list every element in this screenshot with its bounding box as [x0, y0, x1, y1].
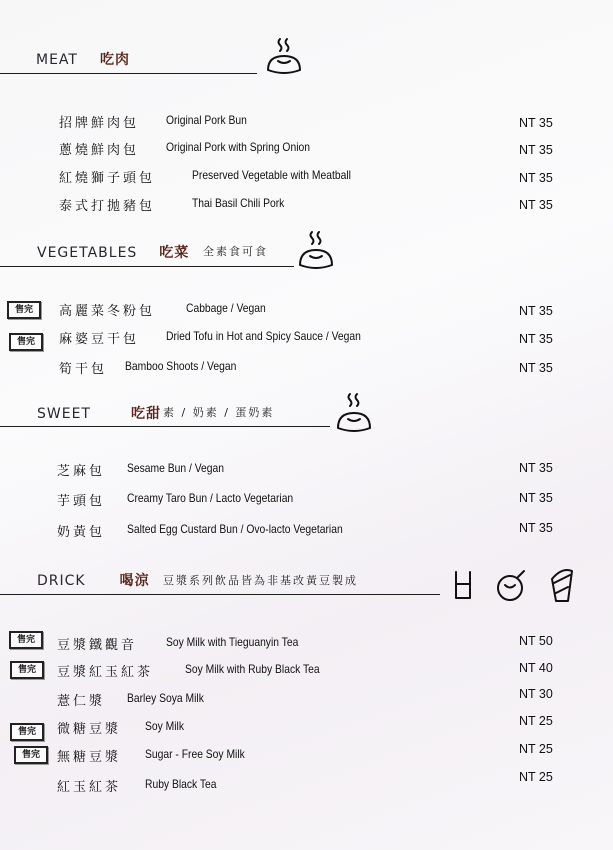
menu-item [0, 521, 613, 541]
item-price: NT 35 [519, 461, 553, 475]
steamed-bun-icon [264, 36, 304, 80]
item-name-zh: 無糖豆漿 [57, 750, 122, 765]
menu-item [0, 742, 613, 766]
item-price: NT 35 [519, 491, 553, 505]
cup-icon [452, 570, 478, 604]
item-name-en: Sesame Bun / Vegan [127, 461, 224, 475]
item-price: NT 35 [519, 361, 553, 375]
item-price: NT 35 [519, 116, 553, 130]
item-name-zh: 高麗菜冬粉包 [59, 304, 156, 319]
item-name-zh: 紅玉紅茶 [57, 780, 122, 795]
drink-bottle-icon [548, 567, 576, 605]
section-note: 素 / 奶素 / 蛋奶素 [163, 406, 275, 419]
section-title-zh: 吃肉 [99, 52, 130, 68]
menu-item [0, 770, 613, 796]
item-price: NT 35 [519, 198, 553, 212]
section-divider [0, 426, 330, 427]
sold-out-badge: 售完 [7, 301, 41, 319]
item-name-en: Preserved Vegetable with Meatball [192, 168, 351, 182]
section-divider [0, 266, 294, 267]
item-name-zh: 招牌鮮肉包 [59, 116, 140, 131]
item-name-zh: 芝麻包 [57, 464, 106, 479]
sold-out-badge: 售完 [14, 746, 48, 764]
item-name-zh: 豆漿鐵觀音 [57, 638, 138, 653]
item-price: NT 35 [519, 171, 553, 185]
item-price: NT 30 [519, 687, 553, 701]
section-title-en: MEAT [36, 52, 78, 68]
menu-item [0, 195, 613, 215]
item-name-en: Dried Tofu in Hot and Spicy Sauce / Vegan [166, 329, 361, 343]
item-name-zh: 紅燒獅子頭包 [59, 171, 156, 186]
item-name-en: Soy Milk with Tieguanyin Tea [166, 635, 299, 649]
bowl-icon [494, 568, 530, 604]
item-name-en: Creamy Taro Bun / Lacto Vegetarian [127, 491, 294, 505]
item-name-zh: 芋頭包 [57, 494, 106, 509]
sold-out-badge: 售完 [9, 333, 43, 351]
item-name-en: Original Pork Bun [166, 113, 247, 127]
item-name-en: Thai Basil Chili Pork [192, 196, 285, 210]
section-title-en: SWEET [37, 406, 91, 422]
item-price: NT 35 [519, 521, 553, 535]
item-name-en: Barley Soya Milk [127, 691, 204, 705]
item-name-en: Ruby Black Tea [145, 777, 217, 791]
item-price: NT 25 [519, 714, 553, 728]
menu-item [0, 687, 613, 710]
section-title-zh: 吃菜 [159, 245, 190, 261]
menu-item [0, 634, 613, 654]
item-price: NT 40 [519, 661, 553, 675]
section-divider [0, 73, 257, 74]
menu-item [0, 490, 613, 510]
menu-item [0, 460, 613, 480]
section-title-drink [37, 570, 150, 590]
item-price: NT 25 [519, 770, 553, 784]
item-name-zh: 薏仁漿 [57, 694, 106, 709]
section-note: 豆漿系列飲品皆為非基改黃豆製成 [163, 574, 358, 587]
menu-item [0, 167, 613, 187]
item-name-zh: 微糖豆漿 [57, 722, 122, 737]
steamed-bun-icon [296, 229, 336, 275]
menu-item [0, 112, 613, 132]
item-name-en: Soy Milk [145, 719, 184, 733]
item-name-zh: 筍干包 [59, 362, 108, 377]
item-name-zh: 奶黃包 [57, 525, 106, 540]
item-price: NT 50 [519, 634, 553, 648]
item-price: NT 35 [519, 143, 553, 157]
sold-out-badge: 售完 [9, 631, 43, 649]
item-price: NT 35 [519, 332, 553, 346]
menu-item [0, 139, 613, 159]
item-name-en: Cabbage / Vegan [186, 301, 266, 315]
menu-item [0, 328, 613, 348]
sold-out-badge: 售完 [10, 661, 44, 679]
item-name-zh: 麻婆豆干包 [59, 332, 140, 347]
item-name-en: Sugar - Free Soy Milk [145, 747, 245, 761]
section-title-en: DRICK [37, 573, 86, 589]
section-title-en: VEGETABLES [37, 245, 138, 261]
steamed-bun-icon [334, 391, 374, 437]
menu-item [0, 358, 613, 378]
menu-item [0, 661, 613, 681]
section-divider [0, 594, 440, 595]
item-name-zh: 豆漿紅玉紅茶 [57, 665, 154, 680]
section-title-vegetables [37, 242, 189, 262]
item-name-en: Bamboo Shoots / Vegan [125, 359, 237, 373]
item-price: NT 35 [519, 304, 553, 318]
menu-item [0, 714, 613, 738]
item-name-zh: 蔥燒鮮肉包 [59, 143, 140, 158]
item-name-en: Salted Egg Custard Bun / Ovo-lacto Vegetarian [127, 522, 343, 536]
section-title-zh: 吃甜 [130, 406, 161, 422]
item-name-zh: 泰式打拋豬包 [59, 199, 156, 214]
menu-item [0, 300, 613, 320]
item-name-en: Original Pork with Spring Onion [166, 140, 310, 154]
section-title-meat [36, 49, 130, 69]
item-price: NT 25 [519, 742, 553, 756]
section-title-zh: 喝涼 [119, 573, 150, 589]
item-name-en: Soy Milk with Ruby Black Tea [185, 662, 320, 676]
section-title-sweet [37, 403, 161, 423]
sold-out-badge: 售完 [10, 723, 44, 741]
section-note: 全素食可食 [203, 245, 268, 258]
